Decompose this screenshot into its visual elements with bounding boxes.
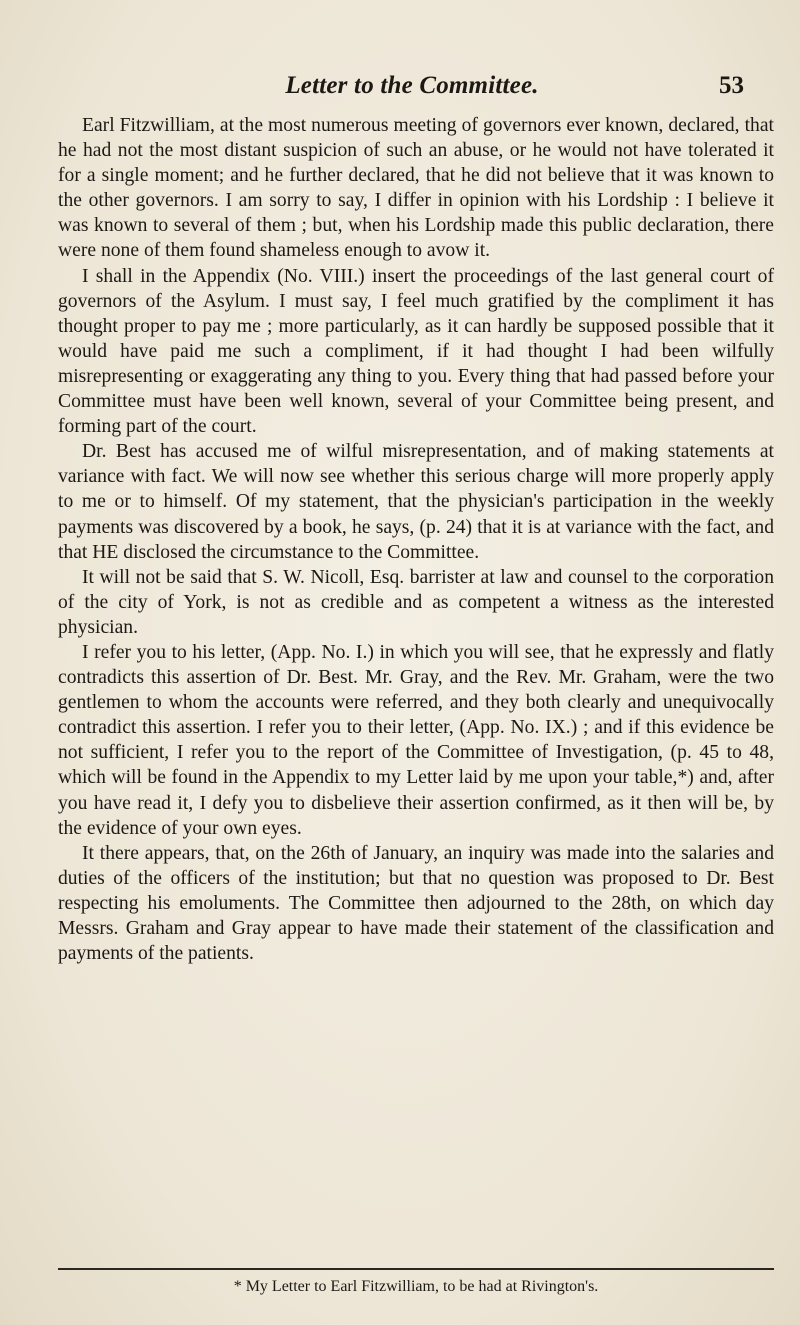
paragraph-january-inquiry: It there appears, that, on the 26th of January, an inquiry was made into the salaries and duties of the officers of the institution; but that no question was proposed to Dr. Best respecting his emoluments. The Committee then adjourned to the 28th, on which day Messrs. Graham and Gray appear to have made their statement of the classification and payments of the patients. <box>58 842 774 965</box>
footnote: * My Letter to Earl Fitzwilliam, to be had at Rivington's. <box>233 1278 599 1295</box>
page-number: 53 <box>719 72 744 99</box>
paragraph-dr-best-accusation: Dr. Best has accused me of wilful misrepresentation, and of making statements at variance with fact. We will now see whether this serious charge will more properly apply to me or to himself. Of my statement, that the physician's participation in the weekly payments was discovered by a book, he says, (p. 24) that it is at variance with the fact, and that HE disclosed the circumstance to the Committee. <box>58 441 774 563</box>
footnote-rule <box>58 1268 774 1270</box>
running-head <box>60 72 764 102</box>
paragraph-fitzwilliam-declaration: Earl Fitzwilliam, at the most numerous meeting of governors ever known, declared, that he had not the most distant suspicion of such an abuse, or he would not have tolerated it for a single moment; and he further declared, that he did not believe that it was known to the other governors. I am sorry to say, I differ in opinion with his Lordship : I believe it was known to several of them ; but, when his Lordship made this public declaration, there were none of them found shameless enough to avow it. <box>58 115 774 262</box>
paragraph-appendix-viii: I shall in the Appendix (No. VIII.) insert the proceedings of the last general court of governors of the Asylum. I must say, I feel much gratified by the compliment it has thought proper to pay me ; more particularly, as it can hardly be supposed possible that it would have paid me such a compliment, if it had thought I had been wilfully misrepresenting or exaggerating any thing to you. Every thing that had passed before your Committee must have been well known, several of your Committee being present, and forming part of the court. <box>58 265 774 438</box>
paragraph-nicoll-witness: It will not be said that S. W. Nicoll, Esq. barrister at law and counsel to the corporation of the city of York, is not as credible and as competent a witness as the interested physician. <box>58 566 774 638</box>
paragraph-letter-reference: I refer you to his letter, (App. No. I.) in which you will see, that he expressly and flatly contradicts this assertion of Dr. Best. Mr. Gray, and the Rev. Mr. Graham, were the two gentlemen to whom the accounts were referred, and they both clearly and unequivocally contradict this assertion. I refer you to their letter, (App. No. IX.) ; and if this evidence be not sufficient, I refer you to the report of the Committee of Investigation, (p. 45 to 48, which will be found in the Appendix to my Letter laid by me upon your table,*) and, after you have read it, I defy you to disbelieve their assertion confirmed, as it then will be, by the evidence of your own eyes. <box>58 641 774 839</box>
body-text <box>58 113 774 966</box>
running-title: Letter to the Committee. <box>285 72 539 99</box>
